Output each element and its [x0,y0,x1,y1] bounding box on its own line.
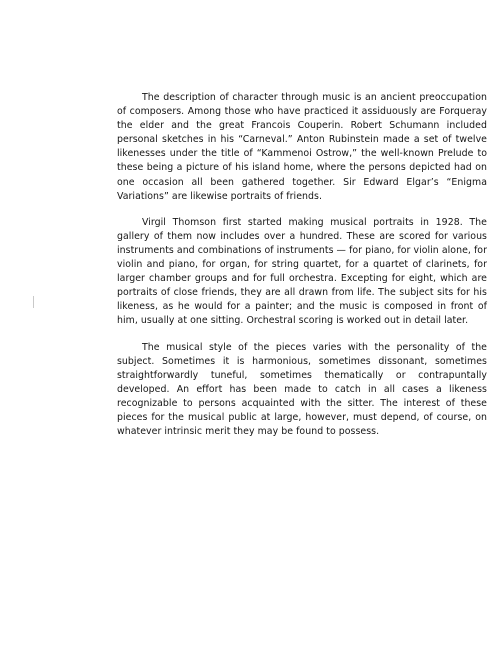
paragraph-1: The description of character through music is an ancient preoccupation of composers. Among those who have practiced it assiduously are Forqueray the elder and the great Francois Couperin. Robert Schumann included personal sketches in his “Carneval.” Anton Rubinstein made a set of twelve likenesses under the title of “Kammenoi Ostrow,” the well-known Prelude to these being a picture of his island home, where the persons depicted had on one occasion all been gathered together. Sir Edward Elgar’s “Enigma Variations” are likewise portraits of friends. [117,92,487,202]
paragraph-3: The musical style of the pieces varies with the personality of the subject. Sometimes it is harmonious, sometimes dissonant, sometimes straightforwardly tuneful, sometimes thematically or contrapuntally developed. An effort has been made to catch in all cases a likeness recognizable to persons acquainted with the sitter. The interest of these pieces for the musical public at large, however, must depend, of course, on whatever intrinsic merit they may be found to possess. [117,341,487,438]
text-column [117,91,487,439]
paragraph-2: Virgil Thomson first started making musical portraits in 1928. The gallery of them now includes over a hundred. These are scored for various instruments and combinations of instruments — for piano, for violin alone, for violin and piano, for organ, for string quartet, for a quartet of clarinets, for larger chamber groups and for full orchestra. Excepting for eight, which are portraits of close friends, they are all drawn from life. The subject sits for his likeness, as he would for a painter; and the music is composed in front of him, usually at one sitting. Orchestral scoring is worked out in detail later. [117,216,487,327]
margin-mark [33,296,34,308]
